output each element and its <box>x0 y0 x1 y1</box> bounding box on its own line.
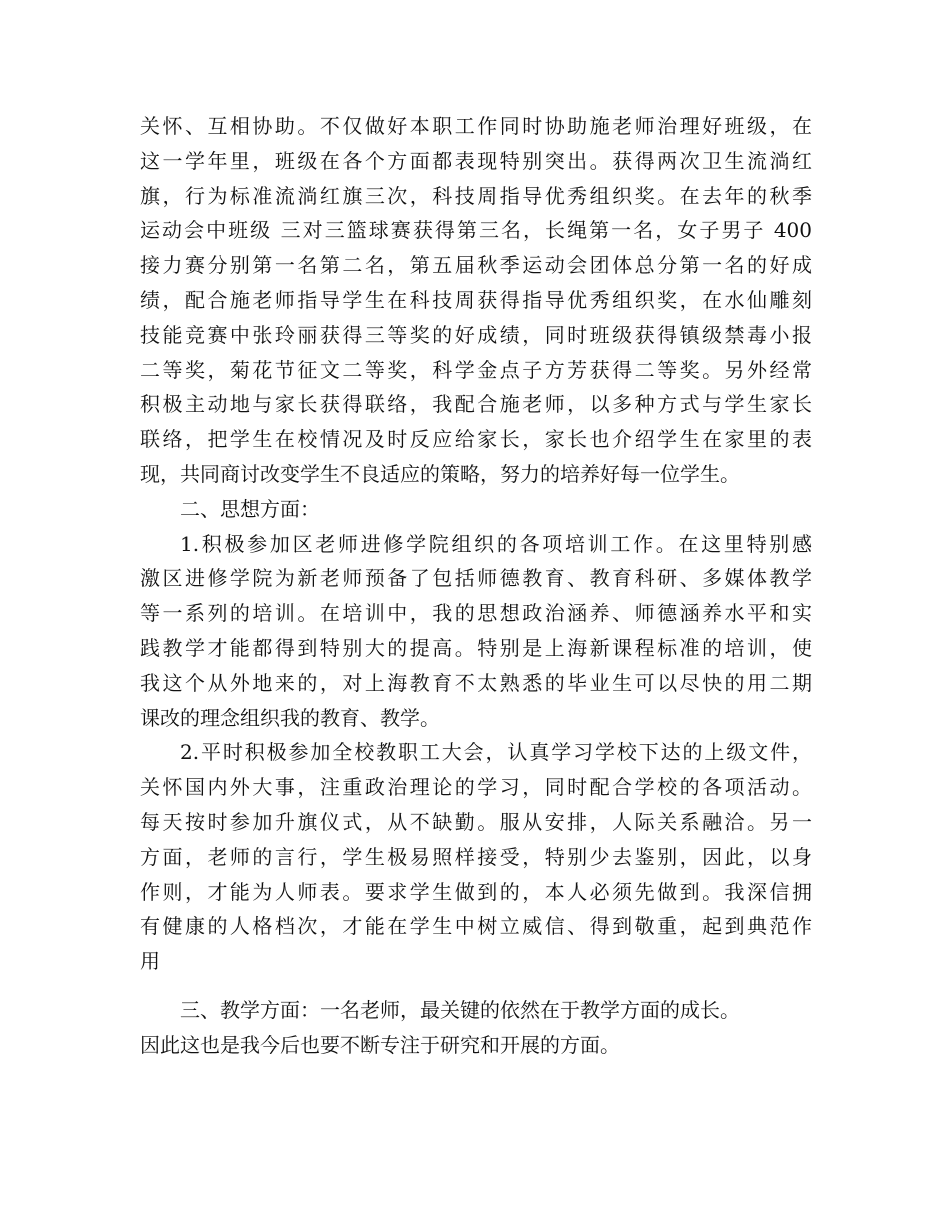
text-line: 作则，才能为人师表。要求学生做到的，本人必须先做到。我深信拥 <box>140 879 812 904</box>
text-line: 接力赛分别第一名第二名，第五届秋季运动会团体总分第一名的好成 <box>140 253 812 278</box>
text-line: 等一系列的培训。在培训中，我的思想政治涵养、师德涵养水平和实 <box>140 601 812 626</box>
text-line: 关怀、互相协助。不仅做好本职工作同时协助施老师治理好班级，在 <box>140 114 812 138</box>
text-line: 课改的理念组织我的教育、教学。 <box>140 705 440 730</box>
text-line: 联络，把学生在校情况及时反应给家长，家长也介绍学生在家里的表 <box>140 427 812 452</box>
paragraph-training <box>140 527 812 736</box>
text-line: 关怀国内外大事，注重政治理论的学习，同时配合学校的各项活动。 <box>140 775 812 800</box>
paragraph-teaching <box>140 993 812 1063</box>
text-line: 践教学才能都得到特别大的提高。特别是上海新课程标准的培训，使 <box>140 635 812 660</box>
text-line: 我这个从外地来的，对上海教育不太熟悉的毕业生可以尽快的用二期 <box>140 670 812 695</box>
text-line: 现，共同商讨改变学生不良适应的策略，努力的培养好每一位学生。 <box>140 461 740 486</box>
text-line: 旗，行为标准流淌红旗三次，科技周指导优秀组织奖。在去年的秋季 <box>140 183 812 208</box>
heading-line: 二、思想方面： <box>180 496 320 521</box>
text-line: 每天按时参加升旗仪式，从不缺勤。服从安排，人际关系融洽。另一 <box>140 809 812 834</box>
text-line: 三、教学方面：一名老师，最关键的依然在于教学方面的成长。 <box>180 997 740 1022</box>
text-line: 方面，老师的言行，学生极易照样接受，特别少去鉴别，因此，以身 <box>140 844 812 869</box>
text-line: 技能竞赛中张玲丽获得三等奖的好成绩，同时班级获得镇级禁毒小报 <box>140 322 812 347</box>
section-heading-ideology <box>140 492 812 527</box>
text-line: 二等奖，菊花节征文二等奖，科学金点子方芳获得二等奖。另外经常 <box>140 357 812 382</box>
paragraph-class-achievements <box>140 109 812 492</box>
text-line: 运动会中班级 三对三篮球赛获得第三名，长绳第一名，女子男子 400 <box>140 218 812 243</box>
text-line: 有健康的人格档次，才能在学生中树立威信、得到敬重，起到典范作 <box>140 914 812 939</box>
text-line: 积极主动地与家长获得联络，我配合施老师，以多种方式与学生家长 <box>140 392 812 417</box>
text-line: 激区进修学院为新老师预备了包括师德教育、教育科研、多媒体教学 <box>140 566 812 591</box>
text-line: 2.平时积极参加全校教职工大会，认真学习学校下达的上级文件， <box>180 740 812 765</box>
paragraph-staff-meetings <box>140 735 812 979</box>
text-line: 这一学年里，班级在各个方面都表现特别突出。获得两次卫生流淌红 <box>140 148 812 173</box>
text-line: 用 <box>140 949 160 974</box>
text-line: 因此这也是我今后也要不断专注于研究和开展的方面。 <box>140 1032 620 1057</box>
text-line: 绩，配合施老师指导学生在科技周获得指导优秀组织奖，在水仙雕刻 <box>140 287 812 312</box>
document-page <box>140 109 812 1063</box>
text-line: 1.积极参加区老师进修学院组织的各项培训工作。在这里特别感 <box>180 531 812 556</box>
